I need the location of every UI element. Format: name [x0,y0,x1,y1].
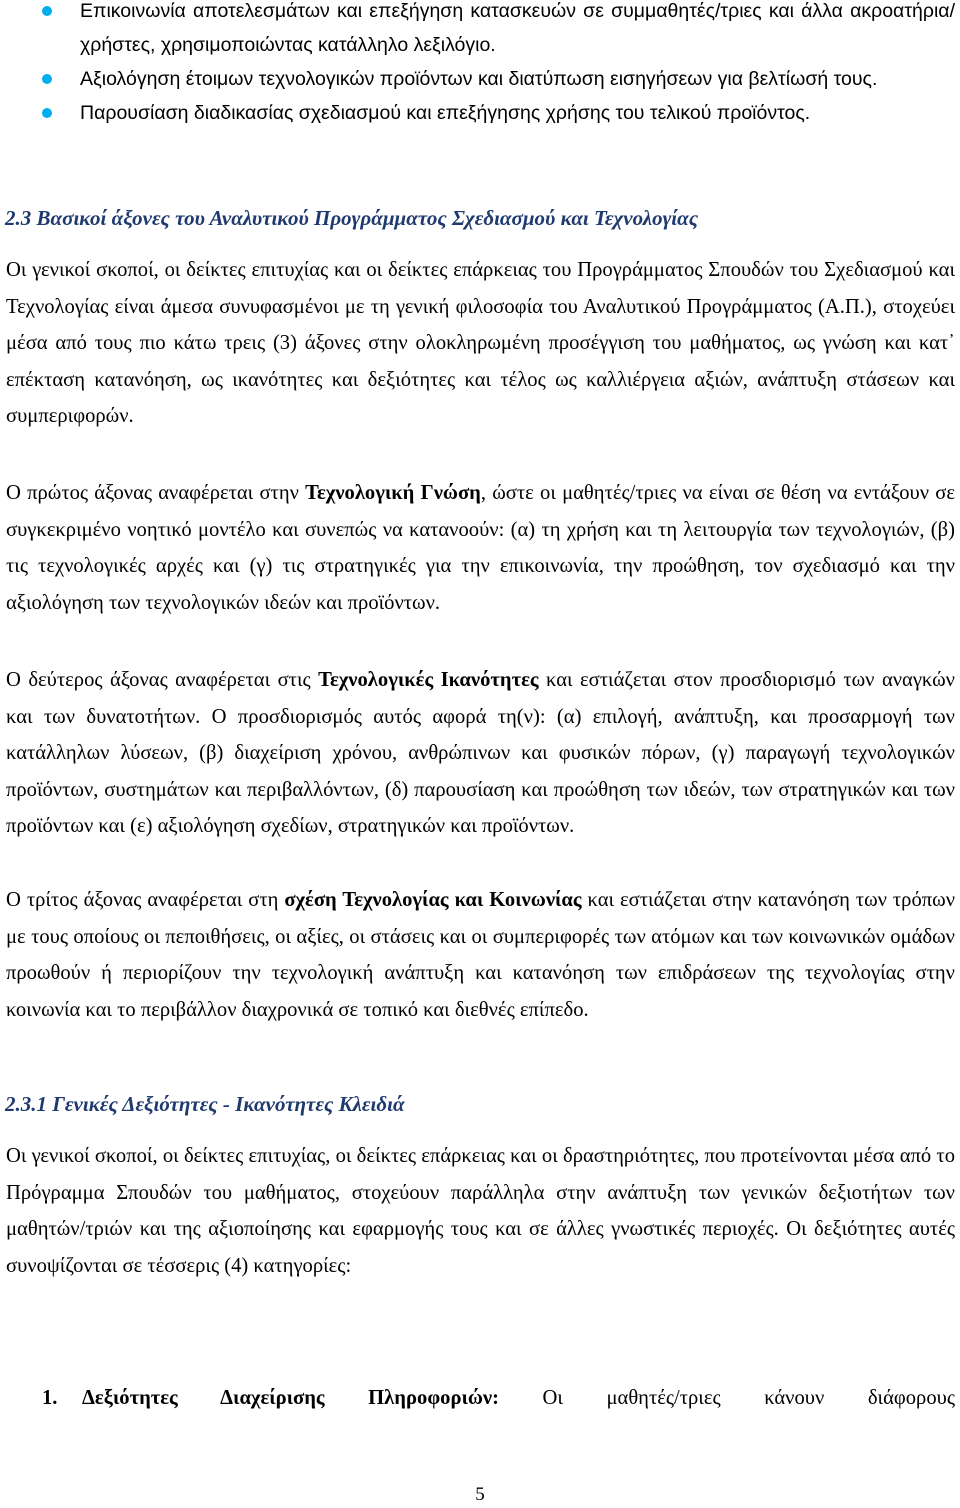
axis-3-lead: Ο τρίτος άξονας αναφέρεται στη [6,889,285,911]
axis-3-text: και εστιάζεται στην κατανόηση των τρόπων με τους οποίους οι πεποιθήσεις, οι αξίες, οι στάσεις και οι συμπεριφορές των ατόμων και των κοινωνικών ομάδων προωθούν ή περιορίζουν την τεχνολογική ανάπτυξη και κατανόηση των επιδράσεων της τεχνολογίας στην κοινωνία και το περιβάλλον διαχρονικά σε τοπικό και διεθνές επίπεδο. [6,889,956,1021]
list-item-text: Οι μαθητές/τριες κάνουν διάφορους [498,1387,955,1409]
bullet-list [0,0,955,130]
axis-2-lead: Ο δεύτερος άξονας αναφέρεται στις [6,669,319,691]
page-number: 5 [475,1484,485,1505]
bullet-text: Αξιολόγηση έτοιμων τεχνολογικών προϊόντων και διατύπωση εισηγήσεων για βελτίωσή τους. [80,68,878,90]
list-item [0,0,955,62]
bullet-text: Παρουσίαση διαδικασίας σχεδιασμού και επεξήγησης χρήσης του τελικού προϊόντος. [80,102,811,124]
axis-2-term: Τεχνολογικές Ικανότητες [318,669,539,691]
axis-1-text: , ώστε οι μαθητές/τριες να είναι σε θέση να εντάξουν σε συγκεκριμένο νοητικό μοντέλο και συνεπώς να κατανοούν: (α) τη χρήση και τη λειτουργία των τεχνολογιών, (β) τις τεχνολογικές αρχές και (γ) τις στρατηγικές για την επικοινωνία, την προώθηση, τον σχεδιασμό και την αξιολόγηση των τεχνολογικών ιδεών και προϊόντων. [6,482,956,614]
list-item-body [82,1380,955,1417]
bullet-dot-icon [42,108,52,118]
axis-3-paragraph [6,882,955,1028]
bullet-dot-icon [42,6,52,16]
section-heading-2-3-1: 2.3.1 Γενικές Δεξιότητες - Ικανότητες Κλειδιά [5,1092,405,1116]
skills-intro-paragraph: Οι γενικοί σκοποί, οι δείκτες επιτυχίας, οι δείκτες επάρκειας και οι δραστηριότητες, που προτείνονται μέσα από το Πρόγραμμα Σπουδών του μαθήματος, στοχεύουν παράλληλα στην ανάπτυξη των γενικών δεξιοτήτων των μαθητών/τριών και της αξιοποίησης και εφαρμογής τους και σε άλλες γνωστικές περιοχές. Οι δεξιότητες αυτές συνοψίζονται σε τέσσερις (4) κατηγορίες: [6,1145,955,1277]
bullet-dot-icon [42,74,52,84]
list-item-term: Δεξιότητες Διαχείρισης Πληροφοριών: [82,1387,499,1409]
bullet-text: Επικοινωνία αποτελεσμάτων και επεξήγηση κατασκευών σε συμμαθητές/τριες και άλλα ακροατήρια/ χρήστες, χρησιμοποιώντας κατάλληλο λεξιλόγιο. [80,0,955,56]
axis-1-term: Τεχνολογική Γνώση [305,482,481,504]
numbered-list-item [42,1380,955,1417]
list-item [0,96,955,130]
axis-1-lead: Ο πρώτος άξονας αναφέρεται στην [6,482,306,504]
axis-1-paragraph [6,475,955,621]
axis-3-term: σχέση Τεχνολογίας και Κοινωνίας [284,889,582,911]
section-heading-2-3: 2.3 Βασικοί άξονες του Αναλυτικού Προγράμματος Σχεδιασμού και Τεχνολογίας [5,206,699,230]
section-intro-paragraph: Οι γενικοί σκοποί, οι δείκτες επιτυχίας και οι δείκτες επάρκειας του Προγράμματος Σπουδών του Σχεδιασμού και Τεχνολογίας είναι άμεσα συνυφασμένοι με τη γενική φιλοσοφία του Αναλυτικού Προγράμματος (Α.Π.), στοχεύει μέσα από τους πιο κάτω τρεις (3) άξονες στην ολοκληρωμένη προσέγγιση του μαθήματος, ως γνώση και κατ᾽ επέκταση κατανόηση, ως ικανότητες και δεξιότητες και τέλος ως καλλιέργεια αξιών, ανάπτυξη στάσεων και συμπεριφορών. [6,259,955,427]
axis-2-text: και εστιάζεται στον προσδιορισμό των αναγκών και των δυνατοτήτων. Ο προσδιορισμός αυτός αφορά τη(ν): (α) επιλογή, ανάπτυξη, και προσαρμογή των κατάλληλων λύσεων, (β) διαχείριση χρόνου, ανθρώπινων και φυσικών πόρων, (γ) παραγωγή τεχνολογικών προϊόντων, συστημάτων και περιβαλλόντων, (δ) παρουσίαση και προώθηση των ιδεών, των στρατηγικών και των προϊόντων και (ε) αξιολόγηση σχεδίων, στρατηγικών και προϊόντων. [6,669,955,837]
list-item [0,62,955,96]
axis-2-paragraph [6,662,955,845]
list-number: 1. [42,1387,58,1409]
